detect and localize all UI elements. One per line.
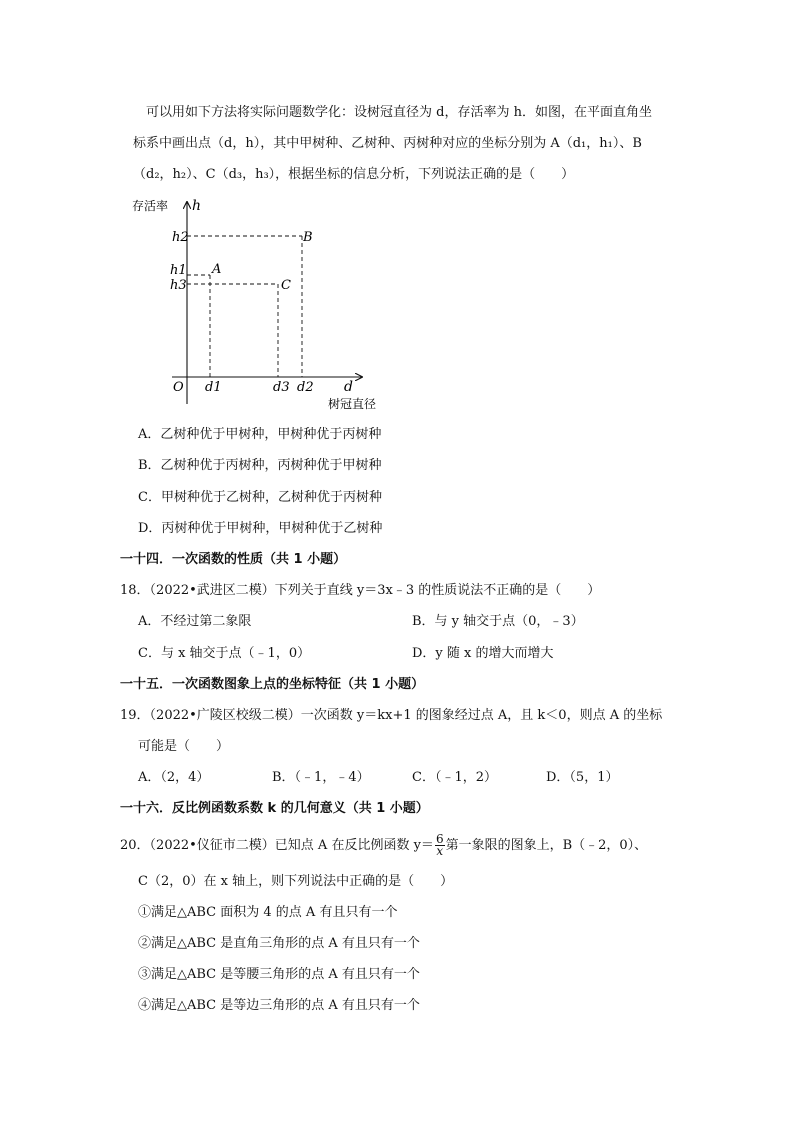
q20-item-1: ①满足△ABC 面积为 4 的点 A 有且只有一个 bbox=[138, 905, 398, 920]
q19-stem: 19．（2022•广陵区校级二模）一次函数 y＝kx+1 的图象经过点 A，且 k＜0，则点 A 的坐标 bbox=[120, 708, 663, 723]
q18-stem: 18．（2022•武进区二模）下列关于直线 y＝3x﹣3 的性质说法不正确的是（ ） bbox=[120, 583, 601, 598]
point-c-label: C bbox=[281, 278, 291, 293]
section-14-heading: 一十四．一次函数的性质（共 1 小题） bbox=[120, 552, 347, 567]
q20-item-2: ②满足△ABC 是直角三角形的点 A 有且只有一个 bbox=[138, 936, 420, 951]
section-15-heading: 一十五．一次函数图象上点的坐标特征（共 1 小题） bbox=[120, 677, 425, 692]
q18-option-c: C．与 x 轴交于点（﹣1，0） bbox=[138, 646, 311, 661]
intro-line-1: 可以用如下方法将实际问题数学化：设树冠直径为 d，存活率为 h．如图，在平面直角坐 bbox=[146, 105, 652, 120]
q20-stem-cont: C（2，0）在 x 轴上，则下列说法中正确的是（ ） bbox=[138, 874, 454, 889]
q18-option-b: B．与 y 轴交于点（0，﹣3） bbox=[412, 614, 584, 629]
q20-item-3: ③满足△ABC 是等腰三角形的点 A 有且只有一个 bbox=[138, 967, 420, 982]
q17-option-d: D．丙树种优于甲树种，甲树种优于乙树种 bbox=[138, 521, 383, 536]
x-axis-title: 树冠直径 bbox=[328, 397, 377, 411]
q17-option-b: B．乙树种优于丙树种，丙树种优于甲树种 bbox=[138, 458, 382, 473]
d1-label: d1 bbox=[205, 380, 222, 395]
intro-line-2: 标系中画出点（d，h），其中甲树种、乙树种、丙树种对应的坐标分别为 A（d₁，h₁）、B bbox=[133, 136, 642, 151]
q20-stem: 20．（2022•仪征市二模）已知点 A 在反比例函数 y＝ $\frac{6}{x}$ 第一象限的图象上，B（﹣2，0）、 bbox=[120, 832, 648, 858]
q17-option-c: C．甲树种优于乙树种，乙树种优于丙树种 bbox=[138, 490, 382, 505]
q19-option-c: C．（﹣1，2） bbox=[412, 770, 497, 785]
x-axis-label: d bbox=[344, 379, 353, 395]
d3-label: d3 bbox=[273, 380, 290, 395]
q19-option-d: D．（5，1） bbox=[546, 770, 619, 785]
section-16-heading: 一十六．反比例函数系数 k 的几何意义（共 1 小题） bbox=[120, 801, 429, 816]
point-b-label: B bbox=[303, 230, 313, 245]
h3-label: h3 bbox=[170, 278, 187, 293]
h1-label: h1 bbox=[170, 263, 187, 278]
h2-label: h2 bbox=[172, 230, 189, 245]
intro-line-3: （d₂，h₂）、C（d₃，h₃），根据坐标的信息分析，下列说法正确的是（ ） bbox=[133, 167, 575, 182]
q20-item-4: ④满足△ABC 是等边三角形的点 A 有且只有一个 bbox=[138, 998, 420, 1013]
y-axis-title: 存活率 bbox=[132, 199, 169, 213]
q18-option-d: D．y 随 x 的增大而增大 bbox=[412, 646, 554, 661]
q17-option-a: A．乙树种优于甲树种，甲树种优于丙树种 bbox=[138, 427, 382, 442]
q19-stem-cont: 可能是（ ） bbox=[138, 739, 230, 754]
q18-option-a: A．不经过第二象限 bbox=[138, 614, 252, 629]
q19-option-a: A．（2，4） bbox=[138, 770, 210, 785]
dashed-guides bbox=[187, 236, 302, 377]
fraction: $\frac{6}{x}$ bbox=[435, 832, 444, 858]
origin-label: O bbox=[173, 380, 184, 395]
y-axis-label: h bbox=[192, 198, 202, 214]
coordinate-graph bbox=[128, 196, 388, 418]
q19-option-b: B．（﹣1，﹣4） bbox=[272, 770, 370, 785]
point-a-label: A bbox=[212, 262, 222, 277]
d2-label: d2 bbox=[297, 380, 314, 395]
